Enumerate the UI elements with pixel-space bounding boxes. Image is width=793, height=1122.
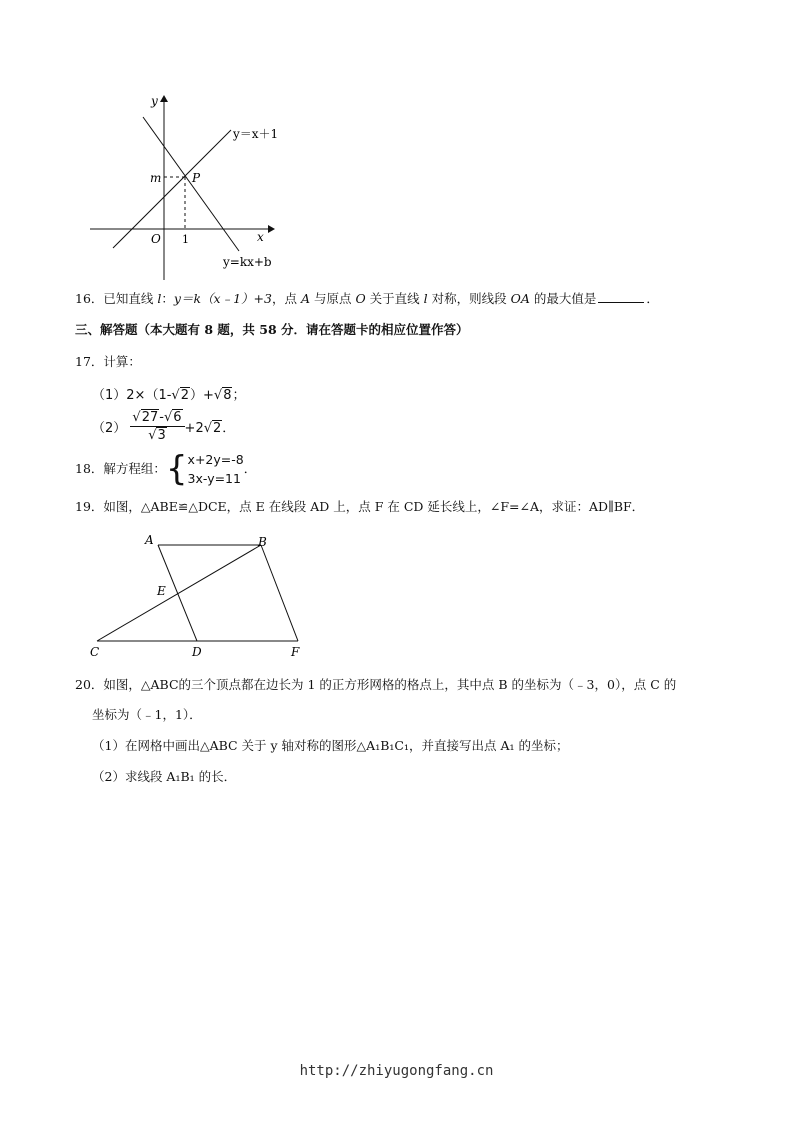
footer-url: http://zhiyugongfang.cn bbox=[299, 1063, 494, 1079]
question-20-part2: （2）求线段 A₁B₁ 的长． bbox=[92, 769, 237, 784]
question-18: 18．解方程组：{ x+2y=-8 3x-y=11 ． bbox=[75, 449, 257, 489]
question-17-part2: （2） $\frac{√27-√6}{√3}$ +2√2． bbox=[92, 410, 236, 443]
line1-label: y＝x＋1 bbox=[233, 127, 279, 141]
label-D: D bbox=[192, 645, 202, 659]
question-20-line2: 坐标为（﹣1，1）． bbox=[92, 707, 202, 722]
coordinate-figure bbox=[85, 90, 295, 280]
point-p-label: P bbox=[192, 171, 201, 185]
question-19: 19．如图，△ABE≌△DCE，点 E 在线段 AD 上，点 F 在 CD 延长线上，∠F=∠A，求证：AD∥BF． bbox=[75, 499, 645, 514]
question-17-title: 17．计算： bbox=[75, 354, 141, 369]
answer-blank bbox=[598, 290, 644, 303]
tick-one-label: 1 bbox=[182, 233, 189, 246]
m-label: m bbox=[150, 171, 162, 185]
question-17-part1: （1）2×（1-√2）+√8； bbox=[92, 388, 246, 403]
fraction: $\frac{√27-√6}{√3}$ bbox=[130, 410, 184, 443]
label-B: B bbox=[258, 535, 267, 549]
origin-label: O bbox=[151, 232, 161, 246]
label-E: E bbox=[157, 584, 166, 598]
x-axis-label: x bbox=[257, 230, 264, 244]
geometry-figure bbox=[85, 530, 315, 665]
question-20-part1: （1）在网格中画出△ABC 关于 y 轴对称的图形△A₁B₁C₁，并直接写出点 A₁ 的坐标； bbox=[92, 738, 569, 753]
line2-label: y=kx+b bbox=[223, 255, 272, 269]
line-y-x-plus-1 bbox=[113, 130, 231, 248]
label-C: C bbox=[90, 645, 100, 659]
label-A: A bbox=[145, 533, 154, 547]
y-axis-label: y bbox=[151, 94, 158, 108]
question-20-line1: 20．如图，△ABC的三个顶点都在边长为 1 的正方形网格的格点上，其中点 B 的坐标为（﹣3，0），点 C 的 bbox=[75, 677, 677, 692]
equation-system: x+2y=-8 3x-y=11 bbox=[187, 452, 244, 486]
question-16: 16．已知直线 l：y＝k（x﹣1）+3，点 A 与原点 O 关于直线 l 对称，则线段 OA 的最大值是 ． bbox=[75, 291, 659, 306]
section-heading: 三、解答题（本大题有 8 题，共 58 分．请在答题卡的相应位置作答） bbox=[75, 322, 469, 337]
label-F: F bbox=[291, 645, 300, 659]
